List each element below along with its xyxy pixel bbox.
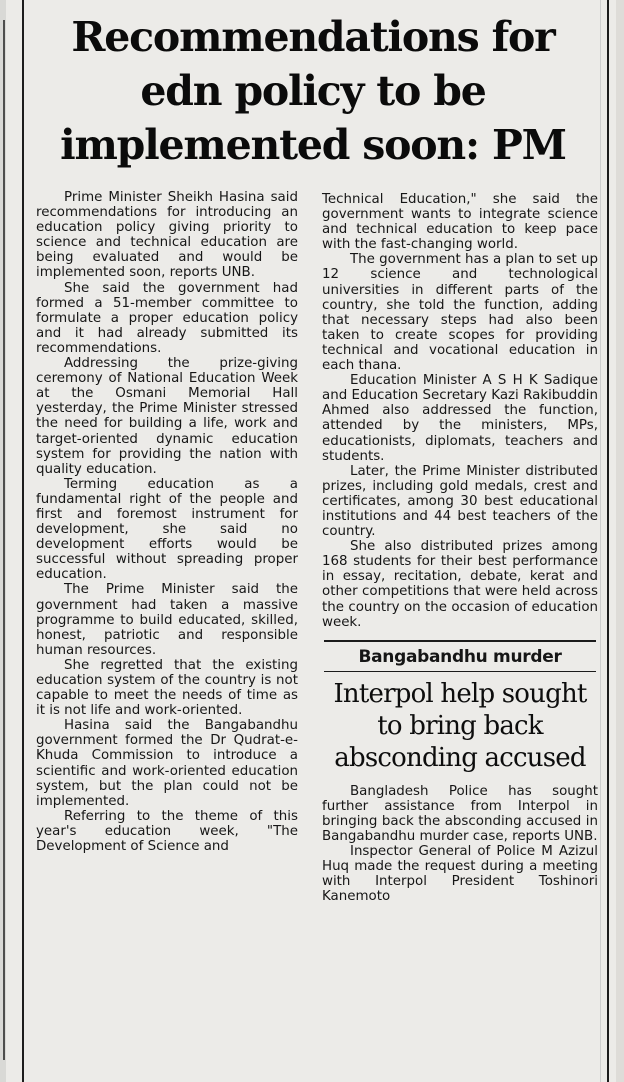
paragraph: She regretted that the existing education system of the country is not capable to meet the needs of time as it is not life and work-oriented.: [36, 657, 298, 719]
paragraph: Education Minister A S H K Sadique and Education Secretary Kazi Rakibuddin Ahmed also addressed the function, attended by the ministers, MPs, educationists, diplomats, teachers and students.: [322, 373, 598, 464]
paragraph: Terming education as a fundamental right of the people and first and foremost instrument for development, she said no development efforts would be successful without spreading proper education.: [36, 476, 298, 583]
article-right-column: [322, 192, 598, 1082]
paragraph: Inspector General of Police M Azizul Huq made the request during a meeting with Interpol President Toshinori Kanemoto: [322, 844, 598, 905]
paragraph: She also distributed prizes among 168 students for their best performance in essay, recitation, debate, kerat and other competitions that were held across the country on the occasion of education week.: [322, 539, 598, 630]
paragraph: Referring to the theme of this year's education week, "The Development of Science and: [36, 808, 298, 855]
page-edge-right: [616, 0, 624, 1082]
column-rule-right: [607, 0, 609, 1082]
headline-line-1: Recommendations for: [71, 13, 555, 61]
paragraph: Bangladesh Police has sought further assistance from Interpol in bringing back the absconding accused in Bangabandhu murder case, reports UNB.: [322, 783, 598, 844]
article-left-column: [36, 190, 298, 1082]
secondary-headline: Interpol help sought to bring back absconding accused: [333, 678, 587, 773]
paragraph: The Prime Minister said the government had taken a massive programme to build educated, skilled, honest, patriotic and responsible human resources.: [36, 582, 298, 658]
paragraph: Hasina said the Bangabandhu government formed the Dr Qudrat-e-Khuda Commission to introduce a scientific and work-oriented education system, but the plan could not be implemented.: [36, 718, 298, 809]
paragraph: Later, the Prime Minister distributed prizes, including gold medals, crest and certificates, among 30 best educational institutions and 44 best teachers of the country.: [322, 463, 598, 540]
section-kicker: Bangabandhu murder: [324, 640, 596, 672]
paragraph: Prime Minister Sheikh Hasina said recommendations for introducing an education policy giving priority to science and technical education are being evaluated and would be implemented soon, reports UNB.: [36, 190, 298, 281]
main-headline: [28, 10, 598, 172]
headline-line-3: implemented soon: PM: [60, 121, 566, 169]
headline-line-2: edn policy to be: [140, 67, 486, 115]
column-rule-right-thin: [600, 0, 601, 1082]
paragraph: Addressing the prize-giving ceremony of National Education Week at the Osmani Memorial Hall yesterday, the Prime Minister stressed the need for building a life, work and target-oriented dynamic education system for providing the nation with quality education.: [36, 356, 298, 477]
column-rule-left: [22, 0, 24, 1082]
paragraph: The government has a plan to set up 12 science and technological universities in different parts of the country, she told the function, adding that necessary steps had also been taken to create scopes for providing technical and vocational education in each thana.: [322, 252, 599, 374]
page-edge-left: [0, 0, 6, 1082]
paragraph: She said the government had formed a 51-member committee to formulate a proper education policy and it had already submitted its recommendations.: [36, 280, 298, 356]
paragraph-continued: Technical Education," she said the government wants to integrate science and technical education to keep pace with the fast-changing world.: [322, 192, 598, 253]
